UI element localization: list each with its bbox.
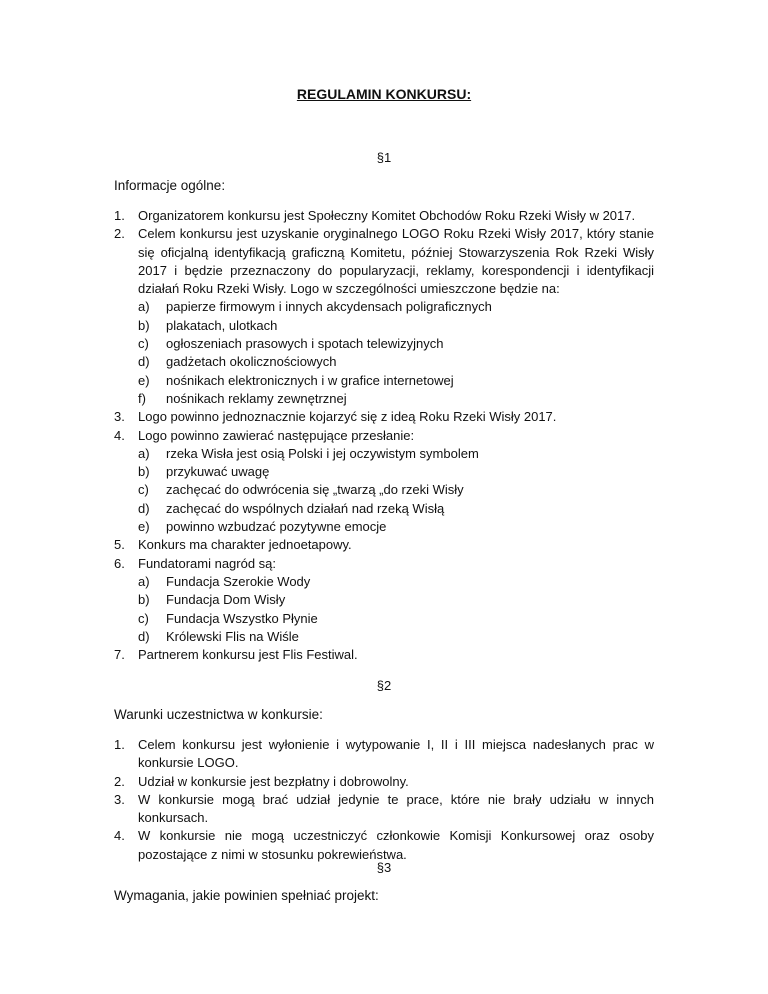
- sub-list-item: [138, 445, 654, 463]
- section-2-list: [114, 736, 654, 864]
- section-2-sign: §2: [376, 678, 392, 693]
- list-item-text: Logo powinno zawierać następujące przesłanie:: [138, 427, 415, 443]
- list-item-text: Organizatorem konkursu jest Społeczny Komitet Obchodów Roku Rzeki Wisły w 2017.: [138, 208, 636, 223]
- sub-list-item-letter: d): [138, 500, 150, 516]
- list-item-number: 1.: [114, 737, 125, 752]
- sub-list-item-text: ogłoszeniach prasowych i spotach telewizyjnych: [166, 336, 444, 352]
- sub-list-item-letter: e): [138, 372, 150, 388]
- sub-list-item: [138, 573, 654, 591]
- sub-list-item-text: Fundacja Szerokie Wody: [166, 573, 311, 589]
- sub-list-item-text: nośnikach elektronicznych i w grafice internetowej: [166, 372, 454, 388]
- sub-list-item-text: Fundacja Dom Wisły: [166, 592, 286, 608]
- list-item-text: Celem konkursu jest wyłonienie i wytypowanie I, II i III miejsca nadesłanych prac w konkursie LOGO.: [138, 737, 654, 771]
- list-item: [114, 827, 654, 864]
- sub-list-item: [138, 610, 654, 628]
- sub-list-item-letter: a): [138, 573, 150, 589]
- list-item: [114, 773, 654, 791]
- sub-list-item-letter: d): [138, 628, 150, 644]
- list-item-text: W konkursie mogą brać udział jedynie te prace, które nie brały udziału w innych konkursach.: [138, 791, 654, 826]
- sub-list-item: [138, 481, 654, 499]
- sub-list-item-letter: c): [138, 482, 149, 498]
- list-item-text: Udział w konkursie jest bezpłatny i dobrowolny.: [138, 773, 409, 789]
- list-item-number: 3.: [114, 791, 125, 807]
- list-item: [114, 225, 654, 408]
- list-item-number: 4.: [114, 427, 125, 443]
- list-item-text: W konkursie nie mogą uczestniczyć członkowie Komisji Konkursowej oraz osoby pozostające z nimi w stosunku pokrewieństwa.: [138, 828, 654, 862]
- list-item-text: Fundatorami nagród są:: [138, 555, 277, 571]
- list-item-text: Celem konkursu jest uzyskanie oryginalnego LOGO Roku Rzeki Wisły 2017, który stanie się oficjalną identyfikacją graficzną Komitetu, później Stowarzyszenia Rok Rzeki Wisły 2017 i będzie przeznaczony do popularyzacji, reklamy, korespondencji i identyfikacji działań Roku Rzeki Wisły. Logo w szczególności umieszczone będzie na:: [138, 226, 654, 297]
- sub-list-item: [138, 317, 654, 335]
- list-item-number: 2.: [114, 773, 125, 789]
- sub-list-item: [138, 298, 654, 316]
- sub-list-item-letter: c): [138, 610, 149, 626]
- section-2-heading: Warunki uczestnictwa w konkursie:: [114, 707, 323, 722]
- sub-list-item-letter: a): [138, 445, 150, 461]
- sub-list-item-text: gadżetach okolicznościowych: [166, 354, 337, 370]
- list-item-text: Logo powinno jednoznacznie kojarzyć się z ideą Roku Rzeki Wisły 2017.: [138, 409, 557, 425]
- sub-list-item: [138, 390, 654, 408]
- sub-list-item-text: plakatach, ulotkach: [166, 317, 278, 333]
- list-item: [114, 536, 654, 554]
- sub-list-item: [138, 628, 654, 646]
- list-item-number: 7.: [114, 647, 125, 663]
- section-3-heading: Wymagania, jakie powinien spełniać projekt:: [114, 888, 379, 903]
- list-item-number: 5.: [114, 537, 125, 553]
- list-item: [114, 791, 654, 828]
- list-item-number: 4.: [114, 828, 125, 844]
- list-item: [114, 736, 654, 773]
- list-item-number: 3.: [114, 409, 125, 425]
- sub-list-item-text: Królewski Flis na Wiśle: [166, 628, 299, 644]
- list-item: [114, 646, 654, 664]
- sub-list-item: [138, 500, 654, 518]
- sub-list-item: [138, 353, 654, 371]
- sub-list-item-text: nośnikach reklamy zewnętrznej: [166, 390, 347, 406]
- sub-list-item-letter: b): [138, 592, 150, 608]
- section-1-heading: Informacje ogólne:: [114, 178, 226, 193]
- sub-list-item-letter: e): [138, 519, 150, 535]
- section-3-sign: §3: [376, 860, 392, 875]
- list-item-text: Partnerem konkursu jest Flis Festiwal.: [138, 647, 358, 663]
- list-item-number: 6.: [114, 555, 125, 571]
- sub-list-item-letter: b): [138, 464, 150, 480]
- sub-list-item-letter: f): [138, 390, 146, 406]
- sub-list-item: [138, 518, 654, 536]
- sub-list-item: [138, 591, 654, 609]
- sub-list-item-letter: c): [138, 336, 149, 352]
- list-item-text: Konkurs ma charakter jednoetapowy.: [138, 537, 352, 553]
- sub-list-item-text: powinno wzbudzać pozytywne emocje: [166, 519, 387, 535]
- list-item: [114, 207, 654, 225]
- list-item: [114, 555, 654, 646]
- sub-list-item-text: przykuwać uwagę: [166, 464, 270, 480]
- sub-list-item-text: Fundacja Wszystko Płynie: [166, 610, 318, 626]
- document-title: REGULAMIN KONKURSU:: [296, 86, 472, 102]
- sub-list-item-text: zachęcać do wspólnych działań nad rzeką Wisłą: [166, 500, 445, 516]
- sub-list-item-letter: b): [138, 317, 150, 333]
- sub-list-item-letter: d): [138, 354, 150, 370]
- section-1-sign: §1: [376, 150, 392, 165]
- list-item: [114, 427, 654, 537]
- sub-list-item: [138, 372, 654, 390]
- sub-list-item-text: papierze firmowym i innych akcydensach poligraficznych: [166, 299, 492, 315]
- list-item-number: 2.: [114, 226, 125, 242]
- list-item: [114, 408, 654, 426]
- sub-list-item-text: rzeka Wisła jest osią Polski i jej oczywistym symbolem: [166, 445, 479, 461]
- list-item-number: 1.: [114, 208, 125, 223]
- sub-list-item-text: zachęcać do odwrócenia się „twarzą „do rzeki Wisły: [166, 482, 464, 498]
- section-1-list: [114, 207, 654, 664]
- sub-list-item-letter: a): [138, 299, 150, 315]
- sub-list-item: [138, 335, 654, 353]
- sub-list-item: [138, 463, 654, 481]
